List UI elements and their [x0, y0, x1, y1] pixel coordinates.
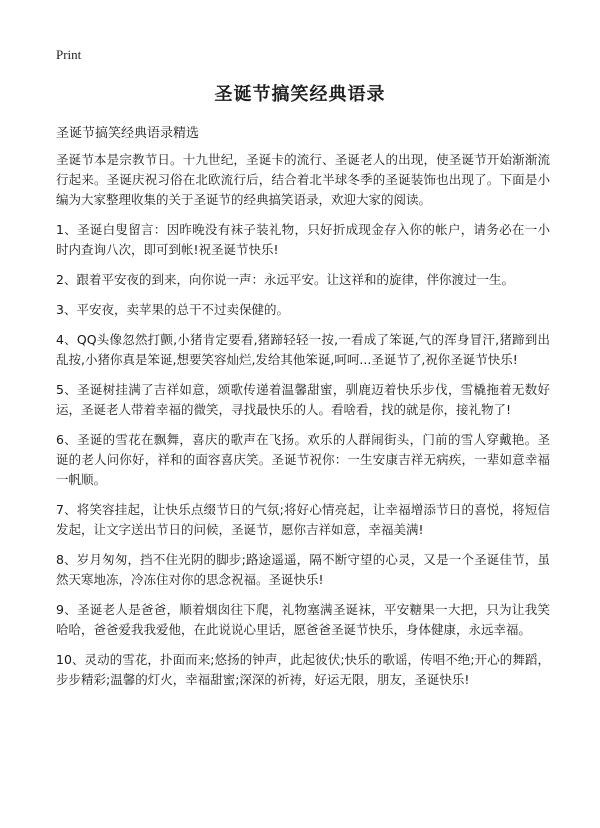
quote-paragraph: 4、QQ头像忽然打颤,小猪肯定要看,猪蹄轻轻一按,一看成了笨诞,气的浑身冒汗,猪蹄到出乱按,小猪你真是笨诞,想要笑容灿烂,发给其他笨诞,呵呵...圣诞节了,祝你圣诞节快乐! [56, 332, 550, 367]
quote-paragraph: 9、圣诞老人是爸爸，顺着烟囱往下爬，礼物塞满圣诞袜，平安糖果一大把，只为让我笑哈哈，爸爸爱我我爱他，在此说说心里话，愿爸爸圣诞节快乐，身体健康，永远幸福。 [56, 602, 550, 637]
quote-paragraph: 7、将笑容挂起，让快乐点缀节日的气氛;将好心情亮起，让幸福增添节日的喜悦，将短信发起，让文字送出节日的问候，圣诞节，愿你吉祥如意，幸福美满! [56, 502, 550, 537]
quote-paragraph: 5、圣诞树挂满了吉祥如意，颂歌传递着温馨甜蜜，驯鹿迈着快乐步伐，雪橇拖着无数好运，圣诞老人带着幸福的微笑，寻找最快乐的人。看啥看，找的就是你，接礼物了! [56, 382, 550, 417]
article-body [56, 150, 550, 700]
quote-paragraph: 2、跟着平安夜的到来，向你说一声：永远平安。让这祥和的旋律，伴你渡过一生。 [56, 272, 514, 287]
page-subtitle: 圣诞节搞笑经典语录精选 [56, 126, 200, 141]
quote-paragraph: 1、圣诞白叟留言：因昨晚没有袜子装礼物，只好折成现金存入你的帐户，请务必在一小时内查询八次，即可到帐!祝圣诞节快乐! [56, 222, 550, 257]
quote-paragraph: 10、灵动的雪花，扑面而来;悠扬的钟声，此起彼伏;快乐的歌谣，传唱不绝;开心的舞蹈，步步精彩;温馨的灯火，幸福甜蜜;深深的祈祷，好运无限，朋友，圣诞快乐! [56, 652, 550, 687]
page-title: 圣诞节搞笑经典语录 [214, 84, 386, 105]
intro-paragraph: 圣诞节本是宗教节日。十九世纪，圣诞卡的流行、圣诞老人的出现，使圣诞节开始渐渐流行起来。圣诞庆祝习俗在北欧流行后，结合着北半球冬季的圣诞装饰也出现了。下面是小编为大家整理收集的关于圣诞节的经典搞笑语录，欢迎大家的阅读。 [56, 152, 550, 207]
quote-paragraph: 8、岁月匆匆，挡不住光阴的脚步;路途遥遥，隔不断守望的心灵，又是一个圣诞佳节，虽然天寒地冻，冷冻住对你的思念祝福。圣诞快乐! [56, 552, 550, 587]
quote-paragraph: 6、圣诞的雪花在飘舞，喜庆的歌声在飞扬。欢乐的人群闹街头，门前的雪人穿戴艳。圣诞的老人问你好，祥和的面容喜庆笑。圣诞节祝你：一生安康吉祥无病疾，一辈如意幸福一帆顺。 [56, 432, 550, 487]
print-link[interactable]: Print [56, 47, 82, 62]
quote-paragraph: 3、平安夜，卖苹果的总干不过卖保健的。 [56, 302, 289, 317]
